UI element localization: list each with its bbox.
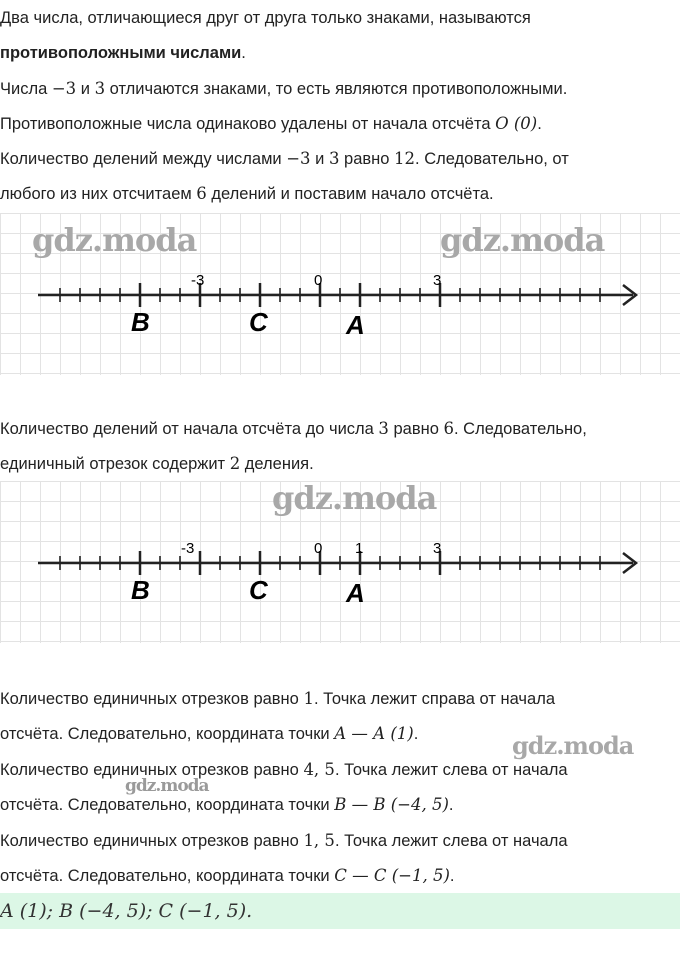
text: отсчёта. Следовательно, координата точки: [0, 796, 335, 814]
math: 2: [229, 454, 241, 473]
text: любого из них отсчитаем: [0, 185, 197, 203]
text: .: [413, 725, 419, 743]
text: . Следовательно,: [454, 420, 587, 438]
watermark: gdz.moda: [440, 221, 605, 259]
math: 1, 5: [303, 831, 335, 850]
watermark: gdz.moda: [32, 221, 197, 259]
number-line-2: [0, 481, 680, 643]
text: . Точка лежит справа от начала: [313, 690, 556, 708]
watermark: gdz.moda: [125, 776, 209, 796]
text: равно: [388, 420, 444, 438]
point-label-b: B: [131, 307, 150, 337]
text: .: [448, 796, 454, 814]
text: Количество единичных отрезков равно: [0, 690, 304, 708]
text: отсчёта. Следовательно, координата точки: [0, 867, 335, 885]
answer-box: [0, 893, 680, 929]
math: 4, 5: [303, 760, 335, 779]
text: Количество делений между числами: [0, 150, 287, 168]
intro-line-2: [0, 43, 246, 63]
text: деления.: [240, 455, 314, 473]
intro-line-1: Два числа, отличающиеся друг от друга только знаками, называются: [0, 9, 531, 27]
text: делений и поставим начало отсчёта.: [206, 185, 494, 203]
math: 6: [196, 184, 207, 203]
paragraph-7-line-2: [0, 795, 454, 815]
paragraph-8-line-2: [0, 866, 455, 886]
math: 6: [443, 419, 454, 438]
paragraph-5-line-1: [0, 419, 587, 439]
math: 12: [394, 149, 416, 168]
paragraph-4-line-1: [0, 149, 569, 169]
number-line-figure-1: [0, 213, 680, 375]
math: 3: [328, 149, 340, 168]
text: Количество единичных отрезков равно: [0, 832, 304, 850]
intro-line-2-end: .: [241, 44, 246, 62]
text: отсчёта. Следовательно, координата точки: [0, 725, 335, 743]
text: . Следовательно, от: [415, 150, 569, 168]
tick-label-minus-3: -3: [181, 540, 195, 557]
math: A — A (1): [334, 724, 414, 743]
paragraph-5-line-2: [0, 454, 314, 474]
tick-label-3: 3: [433, 540, 442, 557]
term-opposite-numbers: противоположными числами: [0, 44, 242, 62]
text: и: [310, 150, 329, 168]
point-label-c: C: [249, 575, 268, 605]
number-line-figure-2: [0, 481, 680, 643]
point-label-c: C: [249, 307, 268, 337]
tick-label-3: 3: [433, 272, 442, 289]
text: .: [449, 867, 455, 885]
tick-label-0: 0: [314, 272, 323, 289]
math: 3: [94, 79, 106, 98]
text: равно: [339, 150, 395, 168]
paragraph-8-line-1: [0, 831, 568, 851]
math: 3: [378, 419, 389, 438]
answer-text: A (1); B (−4, 5); C (−1, 5).: [0, 900, 253, 922]
tick-label-0: 0: [314, 540, 323, 557]
math: B — B (−4, 5): [334, 795, 449, 814]
tick-label-1: 1: [355, 540, 364, 557]
paragraph-6-line-2: [0, 724, 418, 744]
watermark: gdz.moda: [272, 479, 437, 517]
number-line-1: [0, 213, 680, 375]
paragraph-3: [0, 114, 542, 134]
text: . Точка лежит слева от начала: [334, 832, 568, 850]
text: отличаются знаками, то есть являются противоположными.: [105, 80, 568, 98]
text: Количество делений от начала отсчёта до числа: [0, 420, 379, 438]
paragraph-7-line-1: [0, 760, 568, 780]
point-label-a: A: [346, 310, 365, 340]
text: и: [76, 80, 95, 98]
paragraph-6-line-1: [0, 689, 555, 709]
text: Числа: [0, 80, 52, 98]
text: Количество единичных отрезков равно: [0, 761, 304, 779]
text: . Точка лежит слева от начала: [334, 761, 568, 779]
tick-label-minus-3: -3: [191, 272, 205, 289]
text: единичный отрезок содержит: [0, 455, 230, 473]
text: .: [537, 115, 542, 133]
watermark: gdz.moda: [512, 731, 634, 760]
point-label-b: B: [131, 575, 150, 605]
paragraph-4-line-2: [0, 184, 494, 204]
math: −3: [51, 79, 77, 98]
point-label-a: A: [346, 578, 365, 608]
math: C — C (−1, 5): [334, 866, 450, 885]
paragraph-2: [0, 79, 567, 99]
math: −3: [286, 149, 311, 168]
math: O (0): [495, 114, 538, 133]
text: Противоположные числа одинаково удалены от начала отсчёта: [0, 115, 496, 133]
math: 1: [303, 689, 314, 708]
